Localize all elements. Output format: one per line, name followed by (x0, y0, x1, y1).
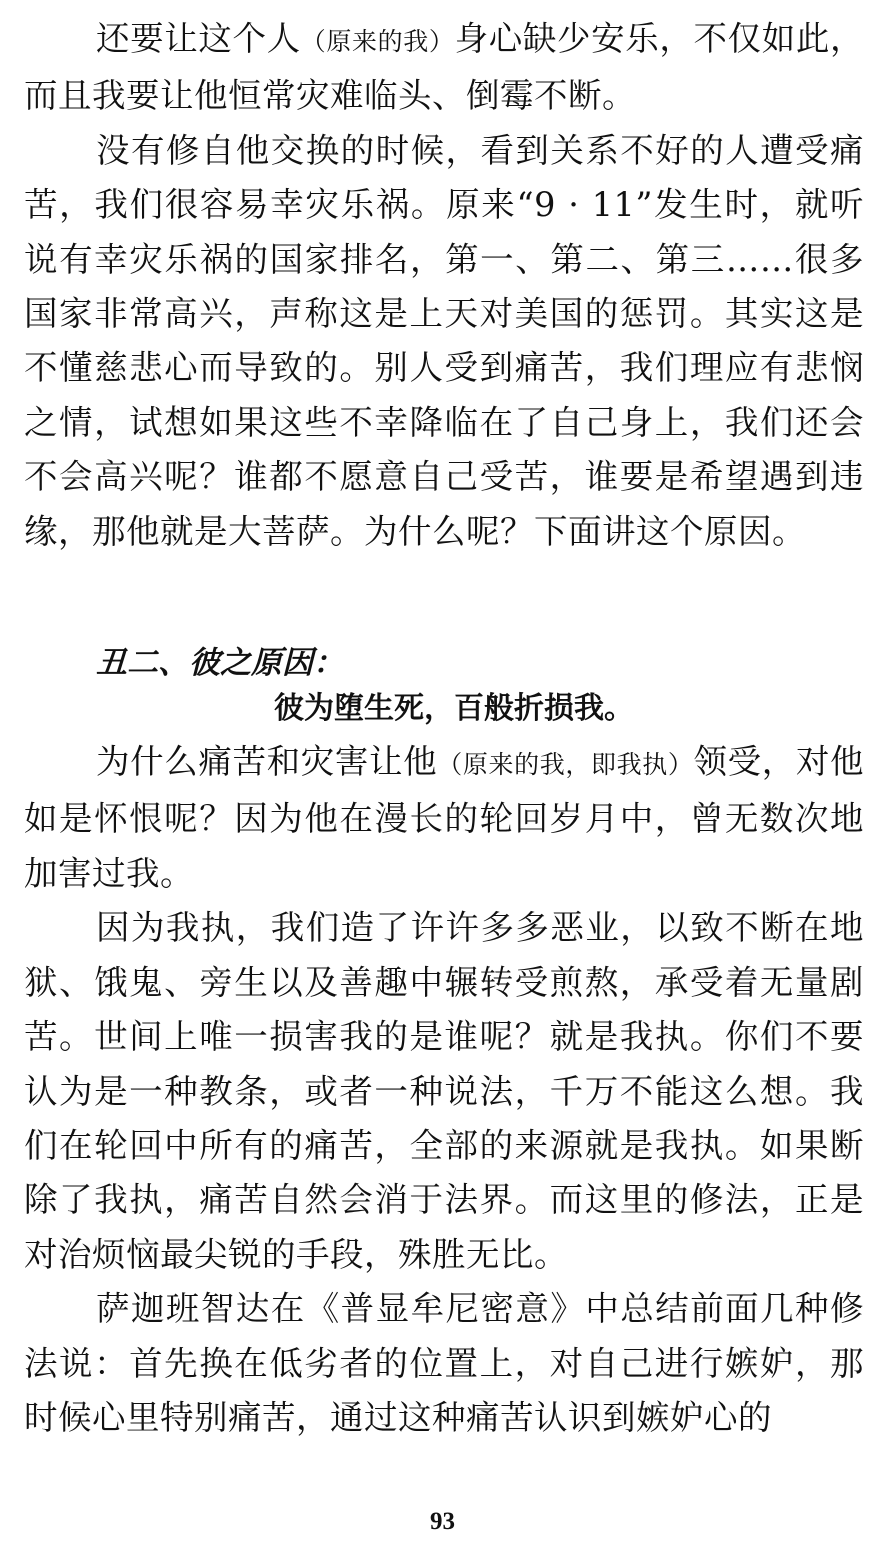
paragraph-1-note: （原来的我） (300, 27, 455, 56)
paragraph-1 (24, 12, 864, 124)
paragraph-3-text-a: 为什么痛苦和灾害让他 (96, 742, 438, 782)
paragraph-1-text-b: 身心缺少安乐，不仅如此，而且我要让他恒常灾难临头、倒霉不断。 (24, 19, 864, 116)
root-verse: 彼为堕生死，百般折损我。 (274, 691, 634, 727)
section-heading: 丑二、彼之原因： (96, 645, 344, 682)
paragraph-1-text-a: 还要让这个人 (96, 19, 301, 58)
paragraph-4: 因为我执，我们造了许许多多恶业，以致不断在地狱、饿鬼、旁生以及善趣中辗转受煎熬，承受着无量剧苦。世间上唯一损害我的是谁呢？就是我执。你们不要认为是一种教条，或者一种说法，千万不能这么想。我们在轮回中所有的痛苦，全部的来源就是我执。如果断除了我执，痛苦自然会消于法界。而这里的修法，正是对治烦恼最尖锐的手段，殊胜无比。 (24, 908, 864, 1274)
paragraph-2: 没有修自他交换的时候，看到关系不好的人遭受痛苦，我们很容易幸灾乐祸。原来“9 · 11”发生时，就听说有幸灾乐祸的国家排名，第一、第二、第三……很多国家非常高兴，声称这是上天对美国的惩罚。其实这是不懂慈悲心而导致的。别人受到痛苦，我们理应有悲悯之情，试想如果这些不幸降临在了自己身上，我们还会不会高兴呢？谁都不愿意自己受苦，谁要是希望遇到违缘，那他就是大菩萨。为什么呢？下面讲这个原因。 (24, 130, 864, 551)
paragraph-5: 萨迦班智达在《普显牟尼密意》中总结前面几种修法说：首先换在低劣者的位置上，对自己进行嫉妒，那时候心里特别痛苦，通过这种痛苦认识到嫉妒心的 (24, 1289, 864, 1437)
paragraph-3-text-b: 领受，对他如是怀恨呢？因为他在漫长的轮回岁月中，曾无数次地加害过我。 (24, 742, 864, 893)
paragraph-3-note: （原来的我，即我执） (437, 750, 694, 780)
paragraph-3 (24, 735, 864, 901)
section-spacer (24, 559, 864, 639)
page-body (24, 12, 864, 1445)
page-number: 93 (430, 1508, 455, 1535)
